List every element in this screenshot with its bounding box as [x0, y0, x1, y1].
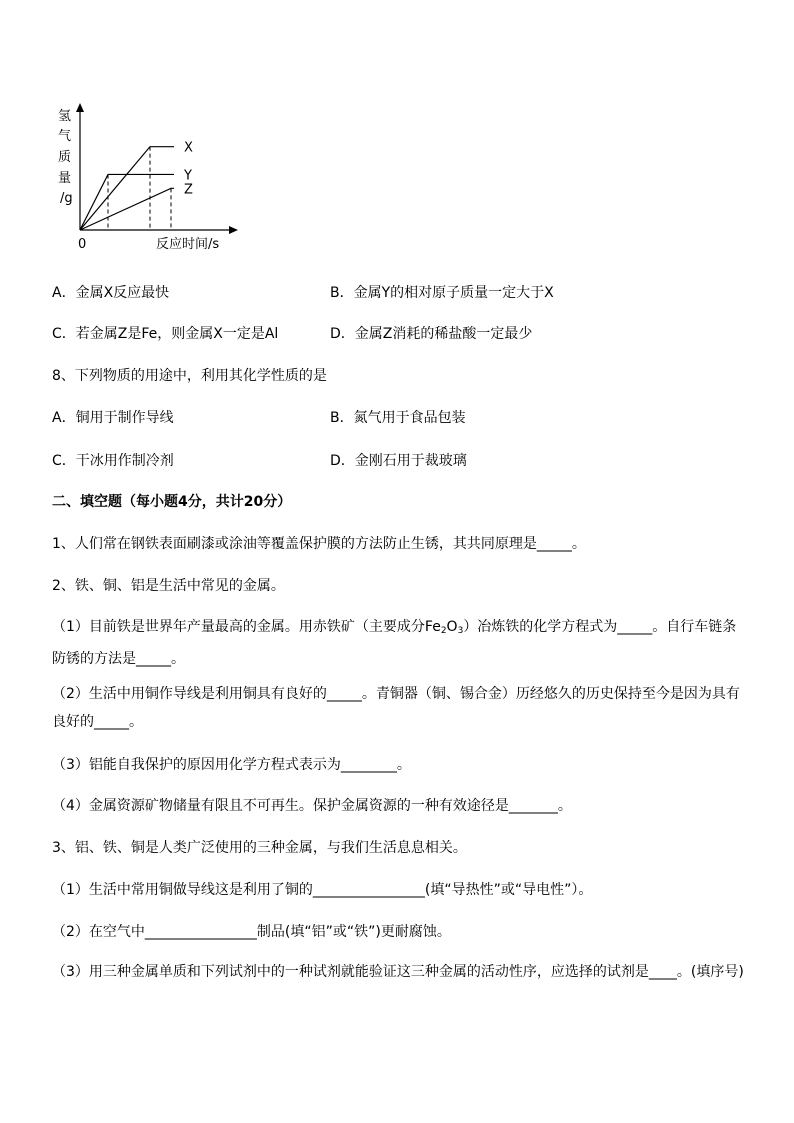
ylabel-char: 气 [58, 129, 72, 144]
q2-1-text-b: ）冶炼铁的化学方程式为_____。自行车链条防锈的方法是_____。 [52, 619, 737, 667]
fill-q2-stem: 2、铁、铜、铝是生活中常见的金属。 [52, 578, 285, 594]
q8-stem: 8、下列物质的用途中，利用其化学性质的是 [52, 368, 327, 384]
fill-q3-part2: （2）在空气中________________制品(填“铝”或“铁”)更耐腐蚀。 [52, 924, 451, 940]
q7-option-a: A．金属X反应最快 [52, 285, 170, 301]
q7-option-c: C．若金属Z是Fe，则金属X一定是Al [52, 326, 279, 342]
q8-option-d: D．金刚石用于裁玻璃 [330, 453, 467, 469]
series-line-y [80, 174, 174, 230]
fill-q3-stem: 3、铝、铁、铜是人类广泛使用的三种金属，与我们生活息息相关。 [52, 840, 467, 856]
fill-q1: 1、人们常在钢铁表面刷漆或涂油等覆盖保护膜的方法防止生锈，其共同原理是_____。 [52, 536, 586, 552]
series-label-x: X [184, 140, 193, 156]
series-layer [80, 141, 193, 230]
x-axis-label: 反应时间/s [156, 237, 220, 252]
origin-label: 0 [78, 237, 87, 252]
fill-q2-part1 [52, 613, 744, 673]
x-axis-arrow [229, 226, 238, 234]
hydrogen-mass-chart [54, 100, 254, 260]
section-heading: 二、填空题（每小题4分，共计20分） [52, 494, 292, 510]
fill-q3-part1: （1）生活中常用铜做导线这是利用了铜的________________(填“导热性”或“导电性”）。 [52, 882, 593, 898]
q8-option-b: B．氮气用于食品包装 [330, 410, 466, 426]
ylabel-char: 量 [58, 171, 72, 186]
subscript: 3 [457, 626, 464, 636]
fill-q3-part3: （3）用三种金属单质和下列试剂中的一种试剂就能验证这三种金属的活动性序，应选择的试剂是____。(填序号) [52, 964, 744, 980]
q8-option-a: A．铜用于制作导线 [52, 410, 174, 426]
fill-q2-part4: （4）金属资源矿物储量有限且不可再生。保护金属资源的一种有效途径是_______。 [52, 798, 572, 814]
fill-q2-part2: （2）生活中用铜作导线是利用铜具有良好的_____。青铜器（铜、锡合金）历经悠久的历史保持至今是因为具有良好的_____。 [52, 686, 740, 730]
ylabel-char: /g [60, 191, 73, 206]
y-axis-arrow [76, 103, 84, 112]
fill-q2-part3: （3）铝能自我保护的原因用化学方程式表示为________。 [52, 757, 411, 773]
series-label-y: Y [184, 168, 192, 184]
q7-option-b: B．金属Y的相对原子质量一定大于X [330, 285, 554, 301]
q8-option-c: C．干冰用作制冷剂 [52, 453, 174, 469]
series-label-z: Z [184, 182, 193, 198]
q2-1-text-a: （1）目前铁是世界年产量最高的金属。用赤铁矿（主要成分Fe [52, 619, 441, 635]
subscript: 2 [440, 626, 447, 636]
chart-svg [54, 100, 254, 260]
ylabel-char: 质 [58, 150, 72, 165]
ylabel-char: 氢 [58, 109, 72, 124]
series-line-z [80, 188, 174, 230]
series-line-x [80, 147, 174, 230]
q7-option-d: D．金属Z消耗的稀盐酸一定最少 [330, 326, 533, 342]
q2-1-text-mid: O [446, 619, 458, 635]
